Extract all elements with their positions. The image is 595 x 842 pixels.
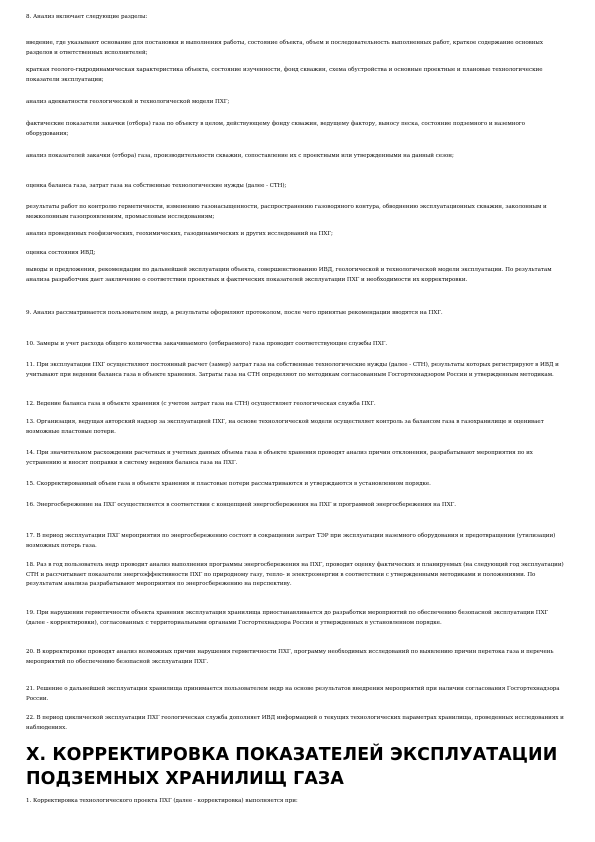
list-item: фактические показатели закачки (отбора) газа по объекту в целом, действующему фонду скважин, ведущему фактору, выносу песка, состояние подземного и наземного оборудования; bbox=[26, 121, 525, 137]
list-item: анализ показателей закачки (отбора) газа, производительности скважин, сопоставление их с проектными или утвержденными на данный сезон; bbox=[26, 153, 454, 159]
paragraph-10: 10. Замеры и учет расхода общего количества закачиваемого (отбираемого) газа проводит соответствующие службы ПХГ. bbox=[26, 341, 388, 347]
section-heading: X. КОРРЕКТИРОВКА ПОКАЗАТЕЛЕЙ ЭКСПЛУАТАЦИИ ПОДЗЕМНЫХ ХРАНИЛИЩ ГАЗА bbox=[26, 745, 558, 789]
paragraph-9: 9. Анализ рассматривается пользователем недр, а результаты оформляют протоколом, после чего принятые рекомендации вводятся на ПХГ. bbox=[26, 310, 443, 316]
paragraph-19: 19. При нарушении герметичности объекта хранения эксплуатация хранилища приостанавливается до разработки мероприятий по обеспечению безопасной эксплуатации ПХГ (далее - корректировки), согласованных с территориальными органами Госгортехнадзора России и утвержденных в установленном порядке. bbox=[26, 610, 549, 626]
list-item: анализ проведенных геофизических, геохимических, газодинамических и других исследований на ПХГ; bbox=[26, 231, 333, 237]
paragraph-11: 11. При эксплуатации ПХГ осуществляют постоянный расчет (замер) затрат газа на собственные технологические нужды (далее - СТН), результаты которых регистрируют в ИВД и учитывают при ведении баланса газа в объекте хранения. Затраты газа на СТН определяют по методикам согласованным Госгортехнадзором России и утвержденным методикам. bbox=[26, 362, 559, 378]
paragraph-16: 16. Энергосбережение на ПХГ осуществляется в соответствии с концепцией энергосбережения на ПХГ и программой энергосбережения на ПХГ. bbox=[26, 502, 457, 508]
paragraph-21: 21. Решение о дальнейшей эксплуатации хранилища принимается пользователем недр на основе результатов внедрения мероприятий при наличии согласования Госгортехнадзора России. bbox=[26, 686, 560, 702]
paragraph-12: 12. Ведение баланса газа в объекте хранения (с учетом затрат газа на СТН) осуществляет геологическая служба ПХГ. bbox=[26, 401, 376, 407]
paragraph-17: 17. В период эксплуатации ПХГ мероприятия по энергосбережению состоят в сокращении затрат ТЭР при эксплуатации наземного оборудования и предотвращении (утилизации) возможных потерь газа. bbox=[26, 533, 556, 549]
list-item: выводы и предложения, рекомендации по дальнейшей эксплуатации объекта, совершенствованию ИВД, геологической и технологической модели эксплуатации. По результатам анализа разработчик дает заключение о соответствии проектных и фактических показателей эксплуатации ПХГ и необходимости их корректировки. bbox=[26, 267, 552, 283]
list-item: анализ адекватности геологической и технологической модели ПХГ; bbox=[26, 99, 230, 105]
list-item: оценка баланса газа, затрат газа на собственные технологические нужды (далее - СТН); bbox=[26, 183, 287, 189]
paragraph-20: 20. В корректировке проводят анализ возможных причин нарушения герметичности ПХГ, программу необходимых исследований по выявлению причин перетока газа и перечень мероприятий по обеспечению безопасной эксплуатации ПХГ. bbox=[26, 649, 554, 665]
intro-paragraph: 8. Анализ включает следующие разделы: bbox=[26, 14, 148, 20]
paragraph-x-1: 1. Корректировка технологического проекта ПХГ (далее - корректировка) выполняется при: bbox=[26, 798, 298, 804]
list-item: краткая геолого-гидродинамическая характеристика объекта, состояние изученности, фонд скважин, схема обустройства и основные проектные и плановые технологические показатели эксплуатации; bbox=[26, 67, 543, 83]
paragraph-22: 22. В период циклической эксплуатации ПХГ геологическая служба дополняет ИВД информацией о текущих технологических параметрах хранилища, проведенных исследованиях и наблюдениях. bbox=[26, 715, 564, 731]
paragraph-13: 13. Организация, ведущая авторский надзор за эксплуатацией ПХГ, на основе технологической модели осуществляет контроль за балансом газа в газохранилище и оценивает возможные пластовые потери. bbox=[26, 419, 544, 435]
list-item: оценка состояния ИВД; bbox=[26, 250, 96, 256]
paragraph-14: 14. При значительном расхождении расчетных и учетных данных объема газа в объекте хранения проводят анализ причин отклонения, разрабатывают мероприятия по их устранению и вносят поправки в систему ведения баланса газа на ПХГ. bbox=[26, 450, 533, 466]
paragraph-15: 15. Скорректированный объем газа в объекте хранения и пластовые потери рассматриваются и утверждаются в установленном порядке. bbox=[26, 481, 431, 487]
paragraph-18: 18. Раз в год пользователь недр проводит анализ выполнения программы энергосбережения на ПХГ, проводит оценку фактических и планируемых (на следующий год эксплуатации) СТН и рассчитывает показатели энергоэффективности ПХГ по природному газу, тепло- и электроэнергии в соответствии с утвержденными методиками и положениями. По результатам анализа разрабатывают мероприятия по энергосбережению на перспективу. bbox=[26, 562, 564, 588]
list-item: результаты работ по контролю герметичности, изменению газонасыщенности, распространению газоводяного контура, обводнению эксплуатационных скважин, заколонным и межколонным газопроявлениям, промысловым исследованиям; bbox=[26, 204, 547, 220]
list-item: введение, где указывают основание для постановки и выполнения работы, состояние объекта, объем и последовательность выполненных работ, краткое содержание основных разделов и ответственных исполнителей; bbox=[26, 40, 543, 56]
